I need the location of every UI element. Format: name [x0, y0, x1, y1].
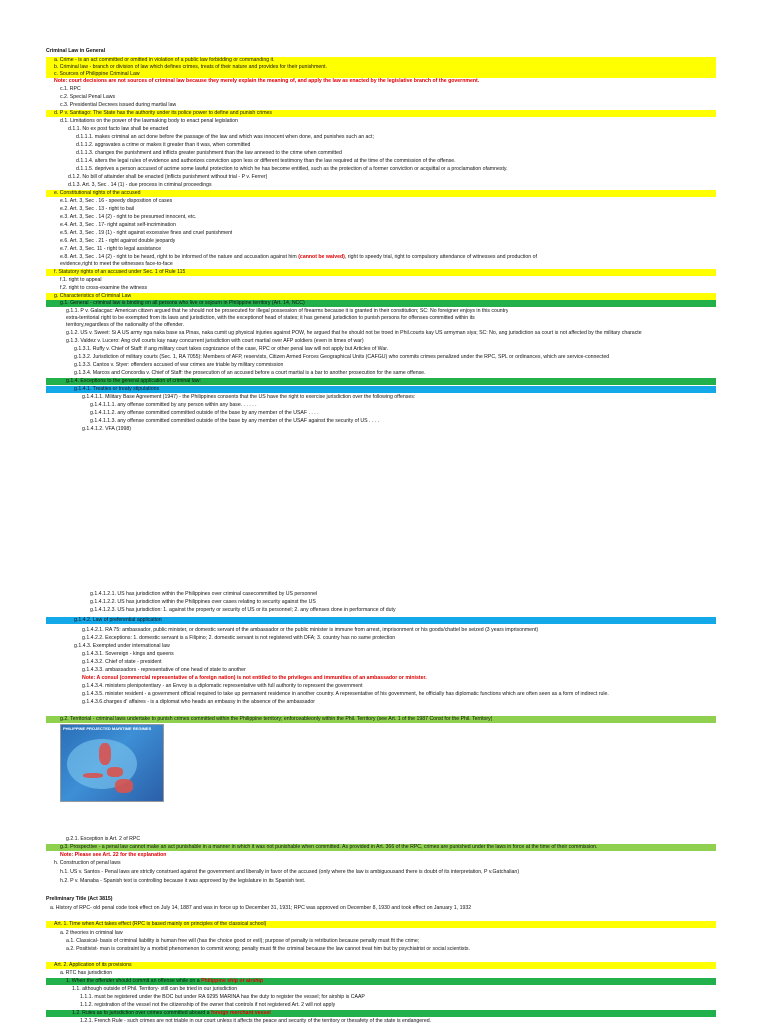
item-e7: e.7. Art. 3, Sec. 11 - right to legal assistance — [60, 246, 162, 252]
item-g1431: g.1.4.3.1. Sovereign - kings and queens — [82, 651, 174, 657]
map-land-visayas — [107, 767, 123, 777]
item-11: 1.1. although outside of Phil. Territory- still can be tried in our jurisdiction — [72, 986, 238, 992]
maritime-map-image — [60, 724, 164, 802]
highlight-bar — [46, 293, 716, 300]
item-g134: g.1.3.4. Marcos and Concordia v. Chief of Staff: the prosecution of an accused before a court martial is a bar to another prosecution for the same offense. — [74, 370, 426, 376]
item-d113: d.1.1.3. changes the punishment and inflicts greater punishment than the law annexed to the crime when committed — [76, 150, 342, 156]
item-g1412: g.1.4.1.2. VFA (1998) — [82, 426, 132, 432]
item-e8-text-cont: , right to speedy trial, right to compulsory attendance of witnesses and production of — [344, 254, 537, 260]
item-12-red: foreign merchant vessel — [210, 1010, 271, 1016]
item-philippine-ship-text: 1. When the offender should commit an offense while on a — [66, 978, 202, 984]
item-g13: g.1.3. Valdez v. Lucero: Ang civil courts kay naay concurrent jurisdiction with court martial over AFP soldiers (even in times of war) — [66, 338, 364, 344]
item-d114: d.1.1.4. alters the legal rules of evidence and authorizes conviction upon less or different testimony than the law required at the time of the commission of the offense. — [76, 158, 456, 164]
item-f1: f.1. right to appeal — [60, 277, 102, 283]
item-g132: g.1.3.2. Jurisdiction of military courts (Sec. 1, RA 7055): Members of AFP, reservists, Citizen Armed Forces Geographical Units (CAFGU) who commits crimes penalized under the RPC, SPL or ordinances, which are service-connected — [74, 354, 610, 360]
note-art22: Note: Please see Art. 22 for the explanation — [60, 852, 167, 858]
item-g1432: g.1.4.3.2. Chief of state - president — [82, 659, 162, 665]
item-d12: d.1.2. No bill of attainder shall be enacted (inflicts punishment without trial - P v. Ferrer) — [68, 174, 268, 180]
item-a-crime: a. Crime - is an act committed or omitted in violation of a public law forbidding or commanding it. — [54, 57, 275, 63]
item-philippine-ship-red: Philippine ship or airship — [201, 978, 264, 984]
item-d1: d.1. Limitations on the power of the lawmaking body to enact penal legislation — [60, 118, 238, 124]
highlight-bar — [46, 71, 716, 78]
item-g14121: g.1.4.1.2.1. US has jurisdiction within the Philippines over criminal casecommitted by US personnel — [90, 591, 318, 597]
item-g1-general: g.1. General - criminal law is binding on all persons who live or sojourn in Philippine territory (Art. 14, NCC) — [60, 300, 305, 306]
item-111: 1.1.1. must be registered under the BOC but under RA 9295 MARINA has the duty to register the vessel; for airship is CAAP — [80, 994, 365, 1000]
item-c-sources: c. Sources of Philippine Criminal Law — [54, 71, 140, 77]
item-g14113: g.1.4.1.1.3. any offense committed committed outside of the base by any member of the USAF against the security of US . . . . — [90, 418, 380, 424]
item-g14123: g.1.4.1.2.3. US has jurisdiction: 1. against the property or security of US or its personnel; 2. any offenses done in performance of duty — [90, 607, 396, 613]
item-g143: g.1.4.3. Exempted under international law — [74, 643, 170, 649]
item-g1422: g.1.4.2.2. Exceptions: 1. domestic servant is a Filipino; 2. domestic servant is not registered with DFA; 3. country has no same protection — [82, 635, 396, 641]
item-f-statutory-rights: f. Statutory rights of an accused under Sec. 1 of Rule 115 — [54, 269, 186, 275]
item-positivist: a.2. Positivist- man is constraint by a morbid phenomenon to commit wrong; penalty must fit the criminal because the law cannot treat him but by psychiatrist or social scientists. — [66, 946, 470, 952]
item-d-santiago: d. P v. Santiago: The State has the authority under its police power to define and punish crimes — [54, 110, 273, 116]
note-consul: Note: A consul (commercial representative of a foreign nation) is not entitled to the privileges and immunities of an ambassador or minister. — [82, 675, 427, 681]
item-rtc: a. RTC has jurisdiction — [60, 970, 113, 976]
item-e6: e.6. Art. 3, Sec . 21 - right against double jeopardy — [60, 238, 176, 244]
item-classical: a.1. Classical- basis of criminal liability is human free will (has the choice good or evil); purpose of penalty is retribution because penalty must fit the crime; — [66, 938, 420, 944]
item-g3-prospective: g.3. Prospective - a penal law cannot make an act punishable in a manner in which it was not punishable when committed. As provided in Art. 366 of the RPC, crimes are punished under the laws in force at the time of their commission. — [60, 844, 598, 850]
highlight-bar — [46, 190, 716, 197]
item-g11-cont1: extra-territorial right to be exempted from its laws and jurisdiction, with the exceptionof head of states; it has general jurisdiction to punish persons for offenses committed within its — [66, 315, 475, 321]
item-e5: e.5. Art. 3, Sec . 19 (1) - right against excessive fines and cruel punishment — [60, 230, 233, 236]
item-d11: d.1.1. No ex post facto law shall be enacted — [68, 126, 169, 132]
item-g21: g.2.1. Exception is Art. 2 of RPC — [66, 836, 141, 842]
item-g2-territorial: g.2. Territorial - criminal laws undertake to punish crimes committed within the Philippine territory; enforceableonly within the Phil. Territory (see Art. 1 of the 1987 Const for the Phil. Territory) — [60, 716, 493, 722]
item-g-characteristics: g. Characteristics of Criminal Law — [54, 293, 132, 299]
item-f2: f.2. right to cross-examine the witness — [60, 285, 148, 291]
item-12-text: 1.2. Rules as to jurisdiction over crimes committed aboard a — [72, 1010, 211, 1016]
item-d115: d.1.1.5. deprives a person accused of acrime some lawful protection to which he has become entitled, such as the protection of a former conviction or acquittal or a proclamation ofamnesty. — [76, 166, 508, 172]
item-g1436: g.1.4.3.6.charges d' affaires - is a diplomat who heads an embassy in the absence of the ambassador — [82, 699, 316, 705]
item-g142-preferential: g.1.4.2. Law of preferential application — [74, 617, 162, 623]
item-art1: Art. 1. Time when Act takes effect (RPC is based mainly on principles of the classical school) — [54, 921, 267, 927]
item-g1433: g.1.4.3.3. ambassadors - representative of one head of state to another — [82, 667, 246, 673]
item-d111: d.1.1.1. makes criminal an act done before the passage of the law and which was innocent when done, and punishes such an act; — [76, 134, 374, 140]
item-g11: g.1.1. P v. Galacgac: American citizen argued that he should not be prosecuted for illegal possession of firearms because it is granted in their constitution; SC: No foreigner enjoys in this country — [66, 308, 509, 314]
item-g11-cont2: territory,regardless of the nationality of the offender. — [66, 322, 185, 328]
item-e8-text: e.8. Art. 3, Sec . 14 (2) - right to be heard, right to be informed of the nature and accusation against him — [60, 254, 297, 260]
item-g12: g.1.2. US v. Sweet: Si A US army nga naka base sa Pinas, naka cumit ug physical injuries against POW, he argued that he should not be troed in Phil.courts kay US armyman siya; SC: No, ang jurisdiction sa court is not affected by the military characte — [66, 330, 642, 336]
item-e8-cont: evidence,right to meet the witnesses face-to-face — [60, 261, 173, 267]
item-g14112: g.1.4.1.1.2. any offense committed committed outside of the base by any member of the USAF . . . . — [90, 410, 319, 416]
item-g1421: g.1.4.2.1. RA 75: ambassador, public minister, or domestic servant of the ambassador or the public minister is immune from arrest, imprisonment or his goods/chattel be seized (3 years imprisonment) — [82, 627, 539, 633]
item-e-constitutional-rights: e. Constitutional rights of the accused — [54, 190, 141, 196]
item-h2: h.2. P v. Manaba - Spanish text is controlling because it was approved by the legislature in its Spanish text. — [60, 878, 306, 884]
item-d13: d.1.3. Art. 3, Sec . 14 (1) - due process in criminal proceedings — [68, 182, 212, 188]
item-112: 1.1.2. registration of the vessel not the citizenship of the owner that controls if not registered Art. 2 will not apply — [80, 1002, 336, 1008]
item-g1411: g.1.4.1.1. Military Base Agreement (1947) - the Philippines consents that the US have the right to exercise jurisdiction over the following offenses: — [82, 394, 416, 400]
item-b-criminal-law: b. Criminal law - branch or division of law which defines crimes, treats of their nature and provides for their punishment. — [54, 64, 328, 70]
map-caption: PHILIPPINE PROJECTED MARITIME REGIMES — [63, 726, 152, 731]
item-e1: e.1. Art. 3, Sec . 16 - speedy disposition of cases — [60, 198, 173, 204]
item-history-rpc: a. History of RPC- old penal code took effect on July 14, 1887 and was in force up to December 31, 1931; RPC was approved on December 8, 1930 and took effect on January 1, 1932 — [50, 905, 472, 911]
note-court-decisions: Note: court decisions are not sources of criminal law because they merely explain the meaning of, and apply the law as enacted by the legislative branch of the government. — [54, 78, 480, 84]
item-e2: e.2. Art. 3, Sec . 13 - right to bail — [60, 206, 135, 212]
item-12 — [72, 1010, 271, 1017]
item-g133: g.1.3.3. Cantos v. Styer: offenders accused of war crimes are triable by military commission — [74, 362, 284, 368]
item-h-construction: h. Construction of penal laws — [54, 860, 121, 866]
item-two-theories: a. 2 theories in criminal law — [60, 930, 123, 936]
map-land-palawan — [83, 773, 103, 778]
item-c3: c.3. Presidential Decrees issued during martial law — [60, 102, 177, 108]
item-c2: c.2. Special Penal Laws — [60, 94, 116, 100]
item-g14-exceptions: g.1.4. Exceptions to the general application of criminal law: — [66, 378, 201, 384]
item-g141-treaties: g.1.4.1. Treaties or treaty stipulations — [74, 386, 160, 392]
map-land-luzon — [99, 743, 111, 765]
item-g14122: g.1.4.1.2.2. US has jurisdiction within the Philippines over cases relating to security against the US — [90, 599, 316, 605]
item-c1: c.1. RPC — [60, 86, 81, 92]
item-d112: d.1.1.2. aggravates a crime or makes it greater than it was, when committed — [76, 142, 251, 148]
item-e4: e.4. Art. 3, Sec . 17- right against self-incrimination — [60, 222, 176, 228]
item-h1: h.1. US v. Santos - Penal laws are strictly construed against the government and liberally in favor of the accused (only where the law is ambiguousand there is doubt of its interpretation, P v.Gatchalian) — [60, 869, 520, 875]
item-121: 1.2.1. French Rule - such crimes are not triable in our court unless it affects the peace and security of the territory or thesafety of the state is endangered. — [80, 1018, 432, 1024]
item-g1435: g.1.4.3.5. minister resident - a government official required to take up permanent residence in another country. A representative of his government, he officially has diplomatic functions which are often seen as a form of indirect rule. — [82, 691, 609, 697]
map-land-mindanao — [115, 779, 133, 793]
highlight-bar — [46, 962, 716, 969]
item-art2: Art. 2. Application of its provisions — [54, 962, 132, 968]
item-e8 — [60, 254, 537, 261]
section-title-preliminary: Preliminary Title (Act 3815) — [46, 896, 113, 902]
item-g14111: g.1.4.1.1.1. any offense committed by any person within any base. . . . . . — [90, 402, 257, 408]
item-g131: g.1.3.1. Ruffy v. Chief of Staff: if ang military court takes cognizance of the case, RPC or other penal law will not apply but Articles of War. — [74, 346, 389, 352]
item-e8-red: (cannot be waived) — [298, 254, 345, 260]
section-title-criminal-law: Criminal Law in General — [46, 48, 106, 54]
item-g1434: g.1.4.3.4. ministers plenipotentiary - an Envoy is a diplomatic representative with full authority to represent the government — [82, 683, 363, 689]
item-philippine-ship — [66, 978, 263, 985]
item-e3: e.3. Art. 3, Sec . 14 (2) - right to be presumed innocent, etc. — [60, 214, 197, 220]
